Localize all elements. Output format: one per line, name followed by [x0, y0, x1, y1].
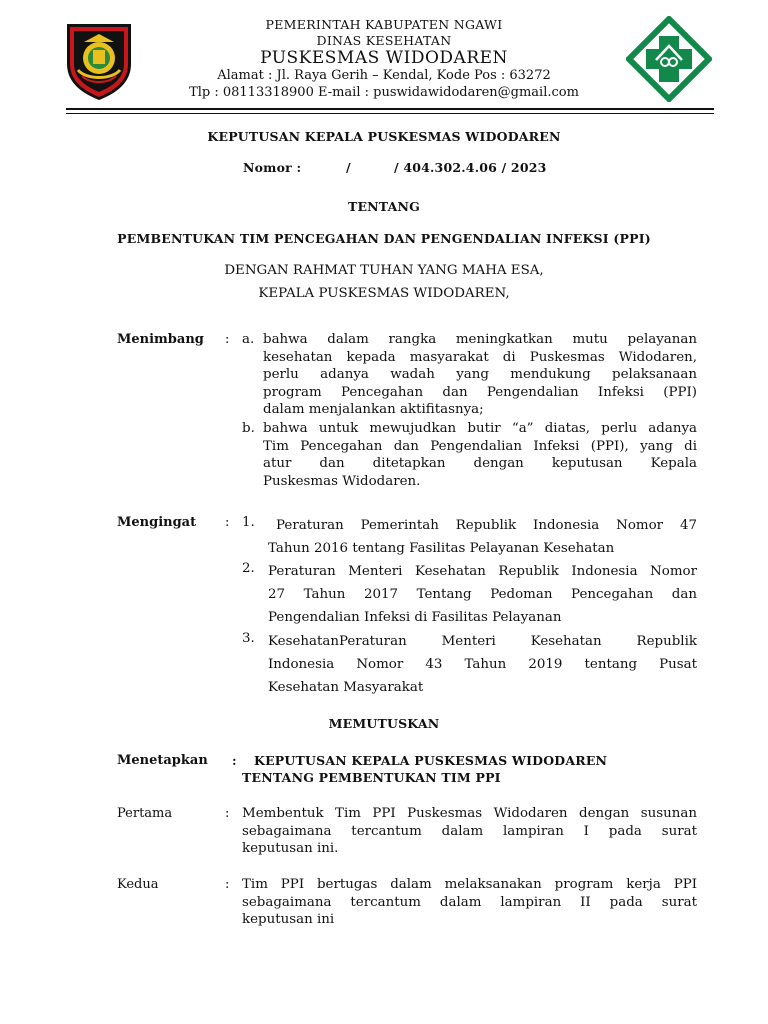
text-line: Pengendalian Infeksi di Fasilitas Pelayanan: [268, 610, 562, 625]
menimbang-label: Menimbang: [117, 332, 204, 347]
tentang-heading: TENTANG: [347, 199, 421, 214]
header-contact: Tlp : 08113318900 E-mail : puswidawidodaren@gmail.com: [189, 85, 579, 100]
opening-line-1: DENGAN RAHMAT TUHAN YANG MAHA ESA,: [224, 263, 544, 278]
text-line: perlu adanya wadah yang mendukung pelaksanaan: [263, 367, 697, 382]
decision-heading: KEPUTUSAN KEPALA PUSKESMAS WIDODAREN: [207, 129, 561, 144]
mengingat-2-text: [268, 560, 697, 629]
nomor-label: Nomor :: [243, 160, 302, 175]
text-line: bahwa dalam rangka meningkatkan mutu pelayanan: [263, 332, 697, 347]
text-line: Puskesmas Widodaren.: [263, 473, 421, 489]
mengingat-3-text: [268, 630, 697, 699]
text-line: program Pencegahan dan Pengendalian Infeksi (PPI): [263, 384, 697, 400]
nomor-value: / 404.302.4.06 / 2023: [394, 160, 547, 175]
mengingat-1-marker: 1.: [242, 515, 255, 530]
menimbang-b-marker: b.: [242, 421, 255, 436]
menetapkan-colon: :: [232, 753, 237, 768]
pertama-text: [242, 805, 697, 858]
kedua-text: [242, 876, 697, 929]
mengingat-colon: :: [225, 515, 230, 530]
text-line: bahwa untuk mewujudkan butir “a” diatas, perlu adanya: [263, 421, 697, 436]
text-line: KesehatanPeraturan Menteri Kesehatan Republik: [268, 634, 697, 649]
text-line: Tim PPI bertugas dalam melaksanakan program kerja PPI: [242, 877, 697, 892]
menimbang-a-marker: a.: [242, 332, 255, 347]
menimbang-colon: :: [225, 332, 230, 347]
header-government: PEMERINTAH KABUPATEN NGAWI: [265, 17, 503, 32]
text-line: Kesehatan Masyarakat: [268, 680, 424, 695]
text-line: 27 Tahun 2017 Tentang Pedoman Pencegahan dan: [268, 587, 697, 602]
header-address: Alamat : Jl. Raya Gerih – Kendal, Kode Pos : 63272: [217, 68, 551, 83]
nomor-slash: /: [346, 160, 351, 175]
mengingat-3-marker: 3.: [242, 631, 255, 646]
header-title: PUSKESMAS WIDODAREN: [260, 48, 508, 68]
text-line: Membentuk Tim PPI Puskesmas Widodaren dengan susunan: [242, 806, 697, 821]
text-line: dalam menjalankan aktifitasnya;: [263, 402, 484, 417]
header-department: DINAS KESEHATAN: [316, 33, 452, 48]
text-line: sebagaimana tercantum dalam lampiran II pada surat: [242, 894, 697, 910]
decision-subject: PEMBENTUKAN TIM PENCEGAHAN DAN PENGENDALIAN INFEKSI (PPI): [117, 231, 651, 246]
kedua-label: Kedua: [117, 877, 159, 892]
text-line: atur dan ditetapkan dengan keputusan Kepala: [263, 456, 697, 471]
menetapkan-label: Menetapkan: [117, 753, 208, 768]
opening-line-2: KEPALA PUSKESMAS WIDODAREN,: [258, 286, 510, 301]
text-line: kesehatan kepada masyarakat di Puskesmas Widodaren,: [263, 349, 697, 365]
mengingat-label: Mengingat: [117, 515, 197, 530]
text-line: sebagaimana tercantum dalam lampiran I pada surat: [242, 823, 697, 839]
text-line: keputusan ini: [242, 912, 335, 927]
text-line: keputusan ini.: [242, 841, 339, 856]
mengingat-1-text: [268, 514, 697, 560]
text-line: Indonesia Nomor 43 Tahun 2019 tentang Pusat: [268, 657, 697, 672]
text-line: Peraturan Menteri Kesehatan Republik Indonesia Nomor: [268, 564, 697, 579]
letterhead-rule-thick: [66, 108, 714, 110]
kedua-colon: :: [225, 877, 230, 892]
text-line: Peraturan Pemerintah Republik Indonesia Nomor 47: [276, 518, 697, 533]
menimbang-a-text: [263, 331, 697, 419]
mengingat-2-marker: 2.: [242, 561, 255, 576]
letterhead-rule-thin: [66, 113, 714, 114]
pertama-colon: :: [225, 806, 230, 821]
text-line: Tahun 2016 tentang Fasilitas Pelayanan Kesehatan: [268, 541, 615, 556]
menimbang-b-text: [263, 420, 697, 490]
text-line: Tim Pencegahan dan Pengendalian Infeksi (PPI), yang di: [263, 438, 697, 454]
menetapkan-line-2: TENTANG PEMBENTUKAN TIM PPI: [242, 770, 501, 785]
menetapkan-line-1: KEPUTUSAN KEPALA PUSKESMAS WIDODAREN: [254, 753, 608, 768]
pertama-label: Pertama: [117, 806, 173, 821]
memutuskan-heading: MEMUTUSKAN: [328, 716, 440, 731]
